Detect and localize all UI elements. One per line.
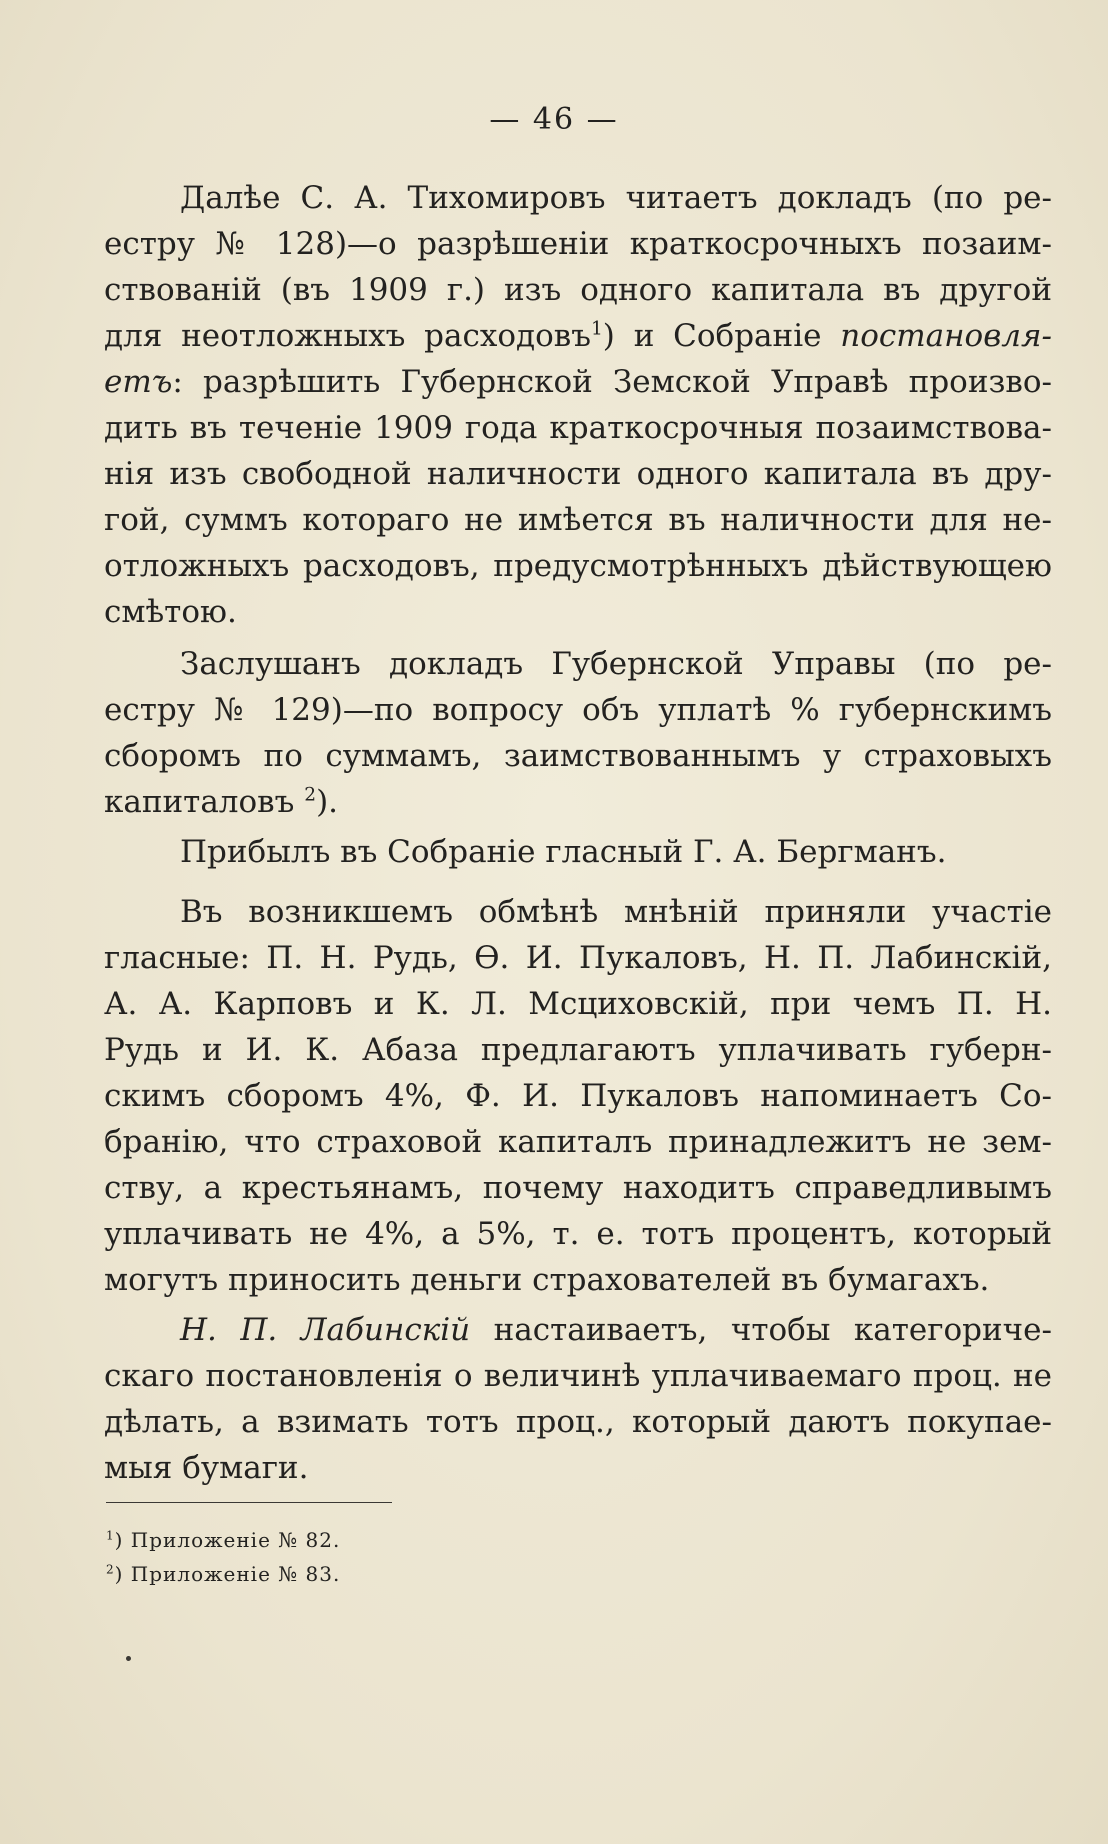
text-line: сборомъ по суммамъ, заимствованнымъ у страховыхъ [104, 738, 1052, 774]
text-line: уплачивать не 4%, а 5%, т. е. тотъ процентъ, который [104, 1216, 1052, 1252]
text-line: бранію, что страховой капиталъ принадлежитъ не зем- [104, 1124, 1052, 1160]
text-line [104, 314, 1052, 358]
footnote-text: ) Приложеніе № 83. [114, 1562, 341, 1586]
page-number: — 46 — [489, 102, 619, 137]
text-line: дить въ теченіе 1909 года краткосрочныя позаимствова- [104, 410, 1052, 446]
text-line: Рудь и И. К. Абаза предлагаютъ уплачивать губерн- [104, 1032, 1052, 1068]
text-run: : разрѣшить Губернской Земской Управѣ произво- [172, 364, 1052, 400]
text-line: могутъ приносить деньги страхователей въ бумагахъ. [104, 1262, 990, 1298]
text-line: скимъ сборомъ 4%, Ф. И. Пукаловъ напоминаетъ Со- [104, 1078, 1052, 1114]
text-line: скаго постановленія о величинѣ уплачиваемаго проц. не [104, 1358, 1052, 1394]
ink-speck [126, 1656, 131, 1661]
text-run: для неотложныхъ расходовъ [104, 318, 591, 354]
footnote-text: ) Приложеніе № 82. [114, 1528, 341, 1552]
text-line: нія изъ свободной наличности одного капитала въ дру- [104, 456, 1052, 492]
footnote-mark: 1 [106, 1528, 115, 1543]
italic-run: Н. П. Лабинскій [180, 1312, 471, 1348]
footnote-rule [106, 1502, 392, 1503]
footnote [106, 1526, 340, 1554]
text-line: А. А. Карповъ и К. Л. Мсциховскій, при чемъ П. Н. [104, 986, 1052, 1022]
text-line: естру № 128)—о разрѣшеніи краткосрочныхъ позаим- [104, 226, 1052, 262]
text-line: дѣлать, а взимать тотъ проц., который даютъ покупае- [104, 1404, 1052, 1440]
text-line: гласные: П. Н. Рудь, Ѳ. И. Пукаловъ, Н. П. Лабинскій, [104, 940, 1052, 976]
text-line: Заслушанъ докладъ Губернской Управы (по ре- [180, 646, 1052, 682]
text-line: ствованій (въ 1909 г.) изъ одного капитала въ другой [104, 272, 1052, 308]
italic-run: постановля- [840, 318, 1052, 354]
footnote-ref: 2 [304, 784, 317, 806]
text-line: смѣтою. [104, 594, 237, 630]
text-line: Прибылъ въ Собраніе гласный Г. А. Бергманъ. [180, 834, 947, 870]
text-line [104, 780, 1052, 824]
text-line: ству, а крестьянамъ, почему находитъ справедливымъ [104, 1170, 1052, 1206]
text-line: естру № 129)—по вопросу объ уплатѣ % губернскимъ [104, 692, 1052, 728]
text-line: Далѣе С. А. Тихомировъ читаетъ докладъ (по ре- [180, 180, 1052, 216]
text-line: гой, суммъ котораго не имѣется въ наличности для не- [104, 502, 1052, 538]
text-line [104, 360, 1052, 404]
footnote-mark: 2 [106, 1562, 115, 1577]
text-run: настаиваетъ, чтобы категориче- [470, 1312, 1053, 1348]
text-line [104, 1308, 1052, 1352]
text-run: капиталовъ [104, 784, 295, 820]
footnote-ref: 1 [590, 318, 603, 340]
italic-run: етъ [104, 364, 173, 400]
text-line: мыя бумаги. [104, 1450, 309, 1486]
text-run: ) и Собраніе [602, 318, 841, 354]
text-line: отложныхъ расходовъ, предусмотрѣнныхъ дѣйствующею [104, 548, 1052, 584]
text-line: Въ возникшемъ обмѣнѣ мнѣній приняли участіе [180, 894, 1052, 930]
text-run: ). [316, 784, 339, 820]
footnote [106, 1560, 340, 1588]
